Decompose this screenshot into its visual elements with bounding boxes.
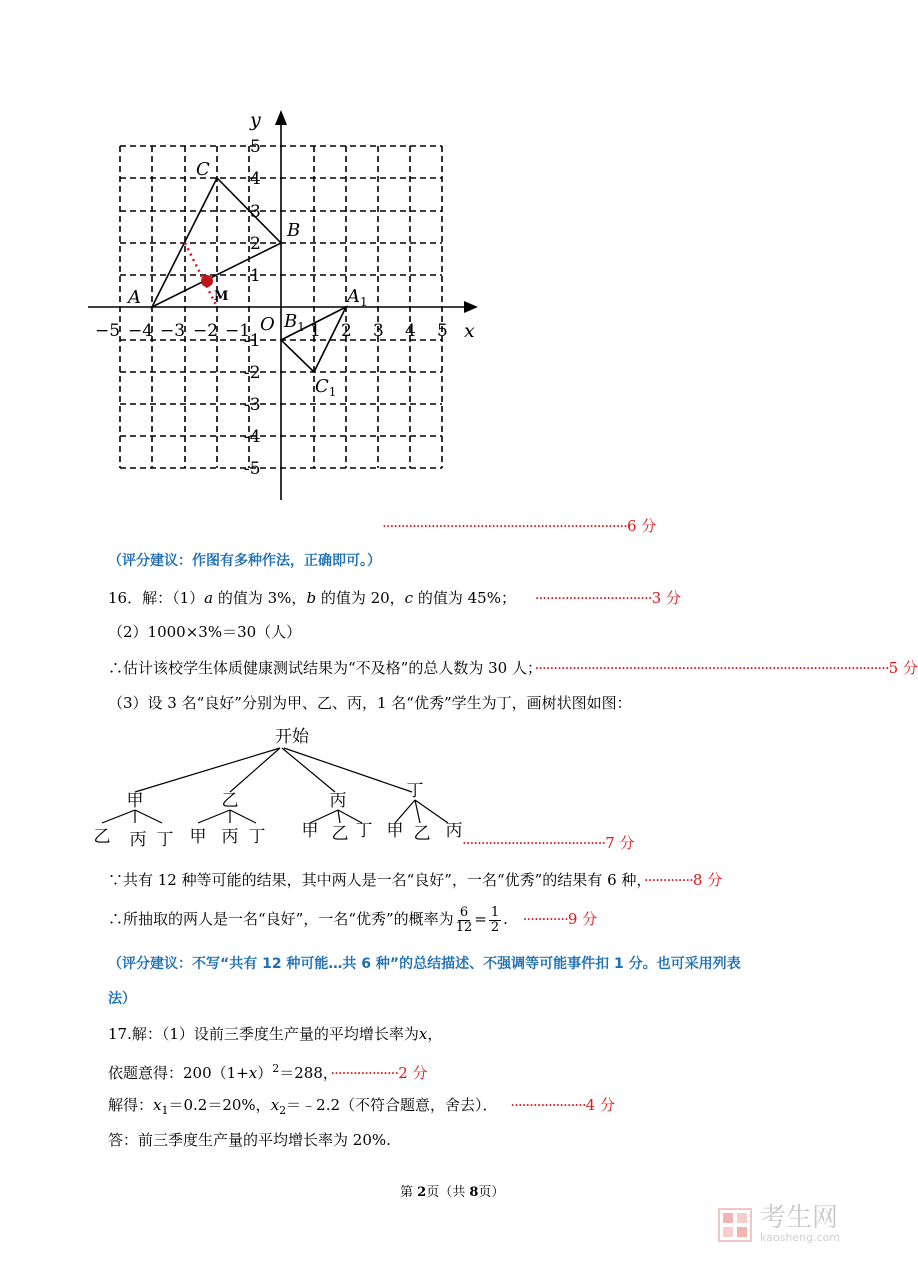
origin-label: O — [260, 314, 275, 335]
y-axis-label: y — [250, 109, 261, 131]
var-x: x — [418, 1025, 428, 1043]
frac-den: 2 — [490, 919, 500, 935]
equals-sign: = — [474, 910, 487, 928]
fraction-1-2 — [489, 906, 501, 935]
y-tick: -2 — [244, 363, 261, 383]
x-tick: −3 — [160, 321, 186, 341]
footer-text: 第 — [400, 1185, 418, 1200]
tree-node-l1: 乙 — [221, 791, 239, 811]
q16-part2: （2）1000×3%＝30（人） — [108, 623, 302, 641]
dot-leader: ································································· — [382, 517, 627, 535]
dot-leader: ············ — [522, 910, 568, 928]
frac-den: 12 — [455, 919, 473, 935]
coordinate-graph — [80, 105, 490, 505]
grading-note-2-line1: （评分建议：不写“共有 12 种可能…共 6 种”的总结描述、不强调等可能事件扣 1 分。也可采用列表 — [108, 956, 741, 972]
q16-part1 — [108, 588, 681, 608]
q17-solution-line — [108, 1095, 615, 1121]
x-tick: 2 — [341, 321, 352, 341]
label-a1: $A_1$ — [347, 286, 368, 309]
tree-leaf: 乙 — [331, 824, 349, 844]
q16-part2-conclusion — [108, 658, 918, 678]
label-b: B — [287, 220, 301, 241]
fraction-6-12 — [456, 906, 473, 935]
q16-probability-text: ∴所抽取的两人是一名“良好”，一名“优秀”的概率为 — [108, 910, 454, 928]
y-tick: 1 — [250, 266, 261, 286]
frac-num: 1 — [490, 904, 500, 920]
tree-leaf: 丙 — [445, 821, 463, 841]
logo-icon — [718, 1208, 752, 1242]
tree-node-l1: 甲 — [126, 791, 144, 811]
equation-end: ＝288， — [279, 1064, 331, 1082]
point-m — [201, 275, 213, 287]
b-text: 的值为 20， — [316, 589, 405, 607]
dot-leader: ·················· — [330, 1064, 399, 1082]
subscript-2: 2 — [279, 1104, 287, 1117]
tree-leaf: 丙 — [221, 827, 239, 847]
dot-leader: ······························································································ — [534, 659, 889, 677]
dot-leader: ···················· — [510, 1096, 586, 1114]
grading-note-1: （评分建议：作图有多种作法，正确即可。） — [108, 553, 381, 569]
x1-value: ＝0.2＝20%， — [168, 1096, 271, 1114]
y-tick: 4 — [250, 169, 261, 189]
logo-text: 考生网 — [760, 1203, 839, 1233]
x-tick: −5 — [95, 321, 121, 341]
var-x2: x — [270, 1096, 280, 1114]
comma: ， — [427, 1025, 443, 1043]
y-tick: -4 — [244, 427, 261, 447]
label-b1: $B_1$ — [284, 311, 305, 334]
q17-answer: 答：前三季度生产量的平均增长率为 20%. — [108, 1131, 391, 1149]
axes — [88, 118, 470, 500]
y-tick: -5 — [244, 459, 261, 479]
score-line-6 — [382, 516, 656, 536]
x2-value: ＝﹣2.2（不符合题意，舍去）． — [286, 1096, 498, 1114]
footer-text: 页） — [478, 1185, 505, 1200]
label-a: A — [128, 287, 141, 308]
tree-leaf: 甲 — [301, 821, 319, 841]
y-tick: 5 — [250, 137, 261, 157]
y-axis-arrow — [275, 110, 287, 125]
y-tick: 2 — [250, 234, 261, 254]
exponent-2: 2 — [272, 1062, 280, 1075]
tree-leaf: 乙 — [93, 827, 111, 847]
x-tick: 5 — [437, 321, 448, 341]
q17-intro: 17.解：（1）设前三季度生产量的平均增长率为 — [108, 1025, 419, 1043]
a-text: 的值为 3%， — [213, 589, 307, 607]
x-tick: 4 — [405, 321, 416, 341]
tree-node-l1: 丙 — [329, 791, 347, 811]
x-tick: 3 — [373, 321, 384, 341]
dot-leader: ············· — [643, 871, 693, 889]
x-tick: −1 — [225, 321, 251, 341]
label-m: M — [214, 289, 229, 304]
c-text: 的值为 45%； — [413, 589, 516, 607]
tree-node-l1: 丁 — [406, 781, 424, 801]
q17-part1 — [108, 1024, 442, 1044]
page-footer — [400, 1181, 504, 1200]
score-8: 8 分 — [692, 871, 723, 889]
x-axis-arrow — [464, 301, 478, 313]
x-tick: −4 — [128, 321, 154, 341]
equation-paren: ） — [257, 1064, 273, 1082]
q16-count-text: ∵共有 12 种等可能的结果，其中两人是一名“良好”，一名“优秀”的结果有 6 种， — [108, 871, 644, 889]
page-number: 2 — [417, 1185, 427, 1200]
x-axis-label: x — [464, 320, 475, 342]
x-tick: −2 — [193, 321, 219, 341]
grading-note-2-line2: 法） — [108, 991, 136, 1007]
y-tick: -1 — [244, 331, 261, 351]
score-2: 2 分 — [398, 1064, 428, 1082]
score-7: 7 分 — [605, 834, 635, 852]
logo-subtext: kaosheng.com — [760, 1231, 841, 1244]
tree-leaf: 丁 — [156, 830, 174, 850]
score-6: 6 分 — [626, 517, 657, 535]
equation-start: 依题意得：200（1+ — [108, 1064, 249, 1082]
var-b: b — [306, 589, 317, 607]
watermark-logo — [718, 1205, 840, 1244]
score-line-7 — [462, 833, 635, 853]
subscript-1: 1 — [161, 1104, 169, 1117]
footer-text: 页（共 — [426, 1185, 470, 1200]
y-tick-labels — [244, 137, 261, 479]
period: . — [503, 910, 508, 928]
tree-root: 开始 — [275, 727, 309, 747]
dot-leader: ······························· — [534, 589, 652, 607]
score-3: 3 分 — [651, 589, 681, 607]
label-c1: $C_1$ — [315, 376, 337, 399]
var-c: c — [404, 589, 414, 607]
tree-diagram — [88, 720, 478, 855]
tree-leaf: 丁 — [355, 821, 373, 841]
tree-leaf: 甲 — [386, 821, 404, 841]
q16-probability-line — [108, 902, 597, 936]
solution-prefix: 解得： — [108, 1096, 154, 1114]
score-9: 9 分 — [567, 910, 598, 928]
frac-num: 6 — [459, 904, 469, 920]
tree-leaf: 乙 — [413, 824, 431, 844]
x-tick: 1 — [310, 321, 321, 341]
dot-leader: ······································ — [462, 834, 606, 852]
tree-leaf: 丙 — [129, 830, 147, 850]
total-pages: 8 — [469, 1185, 479, 1200]
var-a: a — [204, 589, 214, 607]
label-c: C — [196, 159, 210, 180]
q16-prefix: 16．解：（1） — [108, 589, 205, 607]
tree-leaf: 丁 — [248, 827, 266, 847]
y-tick: -3 — [244, 395, 261, 415]
q16-part3: （3）设 3 名“良好”分别为甲、乙、丙，1 名“优秀”学生为丁，画树状图如图： — [108, 694, 632, 712]
q17-equation-line — [108, 1059, 428, 1083]
tree-leaf: 甲 — [189, 827, 207, 847]
q16-conclusion-text: ∴估计该校学生体质健康测试结果为“不及格”的总人数为 30 人； — [108, 659, 535, 677]
var-x: x — [248, 1064, 258, 1082]
q16-count-line — [108, 870, 722, 890]
y-tick: 3 — [250, 202, 261, 222]
var-x1: x — [153, 1096, 162, 1114]
score-5: 5 分 — [888, 659, 918, 677]
score-4: 4 分 — [585, 1096, 615, 1114]
